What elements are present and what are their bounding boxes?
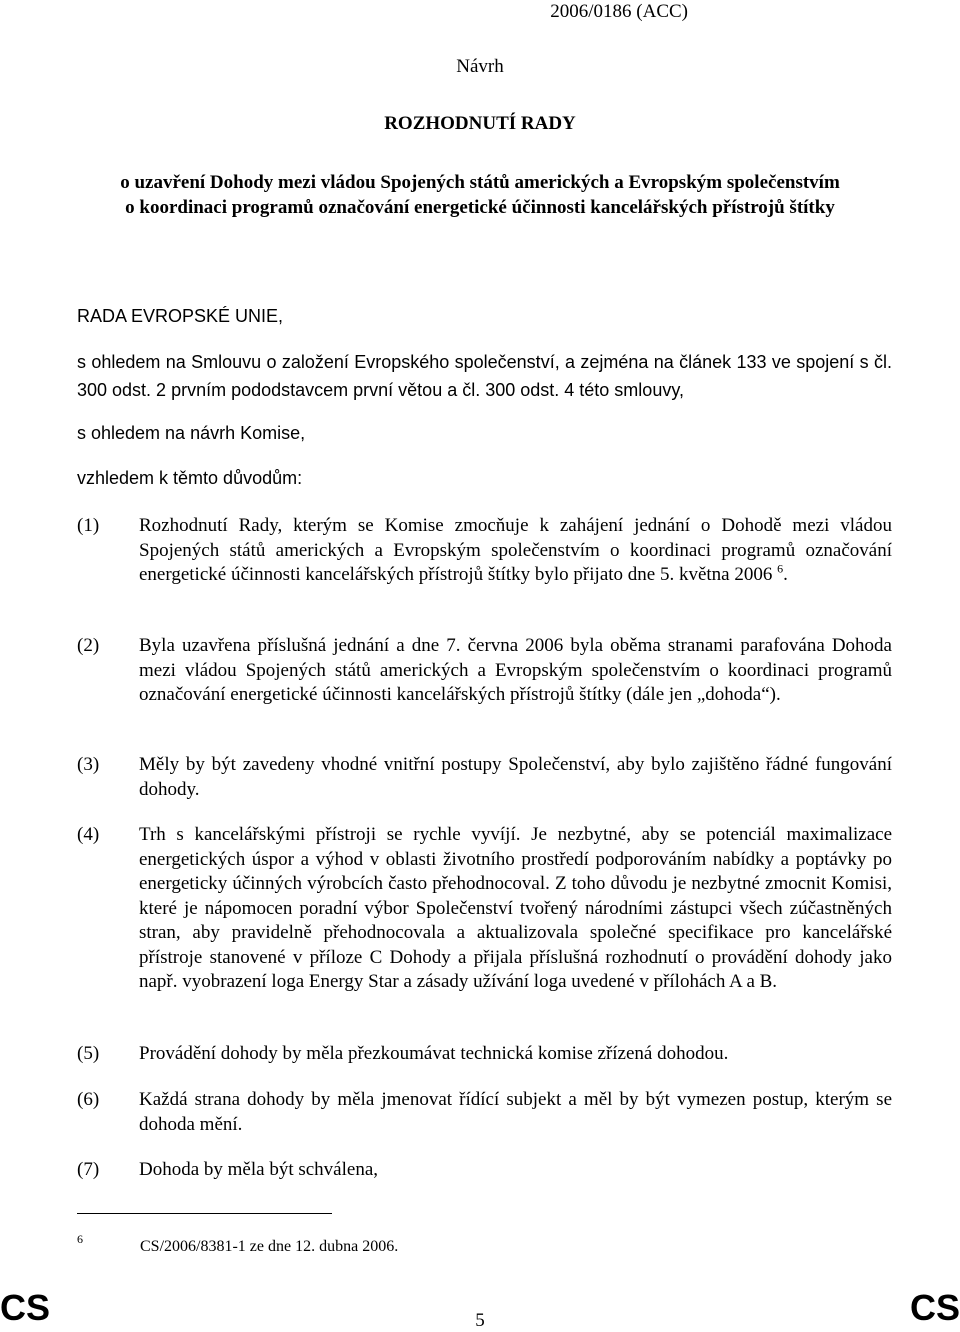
- recital-number: (7): [77, 1159, 100, 1180]
- recital-item: [77, 634, 892, 708]
- recital-text: Provádění dohody by měla přezkoumávat technická komise zřízená dohodou.: [139, 1043, 729, 1064]
- subject-line-1: o uzavření Dohody mezi vládou Spojených států amerických a Evropským společenstvím: [120, 172, 840, 193]
- document-reference: 2006/0186 (ACC): [550, 1, 688, 22]
- recital-treaty: s ohledem na Smlouvu o založení Evropského společenství, a zejména na článek 133 ve spojení s čl. 300 odst. 2 prvním pododstavcem první větou a čl. 300 odst. 4 této smlouvy,: [77, 352, 892, 400]
- footnote-reference: 6: [777, 561, 784, 576]
- document-title: ROZHODNUTÍ RADY: [384, 113, 576, 134]
- recital-number: (2): [77, 635, 100, 656]
- document-subject: [0, 170, 960, 220]
- council-heading: RADA EVROPSKÉ UNIE,: [77, 306, 284, 326]
- recital-text: [139, 514, 892, 588]
- language-code-right: CS: [909, 1287, 960, 1328]
- language-code-left: CS: [0, 1287, 51, 1328]
- recital-text: Dohoda by měla být schválena,: [139, 1159, 379, 1180]
- footnote-separator: [77, 1213, 332, 1214]
- recital-text: Byla uzavřena příslušná jednání a dne 7. června 2006 byla oběma stranami parafována Dohoda mezi vládou Spojených států amerických a Evropským společenstvím o koordinaci programů označování energetické účinnosti kancelářských přístrojů štítky (dále jen „dohoda“).: [139, 635, 892, 705]
- recital-proposal: s ohledem na návrh Komise,: [77, 423, 306, 443]
- subject-line-2: o koordinaci programů označování energetické účinnosti kancelářských přístrojů štítky: [125, 197, 835, 218]
- recital-item: [77, 1158, 892, 1183]
- recital-item: [77, 1088, 892, 1137]
- footnote-text: CS/2006/8381-1 ze dne 12. dubna 2006.: [140, 1238, 399, 1255]
- recital-item: [77, 514, 892, 588]
- recital-text: Každá strana dohody by měla jmenovat řídící subjekt a měl by být vymezen postup, kterým se dohoda mění.: [139, 1089, 892, 1135]
- page-number: 5: [475, 1310, 485, 1331]
- proposal-label: Návrh: [456, 56, 504, 77]
- whereas-intro: vzhledem k těmto důvodům:: [77, 468, 303, 488]
- recital-number: (5): [77, 1043, 100, 1064]
- recital-text-end: .: [783, 564, 788, 585]
- recital-number: (1): [77, 515, 100, 536]
- recital-item: [77, 823, 892, 995]
- recital-item: [77, 1042, 892, 1067]
- recital-number: (4): [77, 824, 100, 845]
- recital-text-main: Rozhodnutí Rady, kterým se Komise zmocňuje k zahájení jednání o Dohodě mezi vládou Spojených států amerických a Evropským společenstvím o koordinaci programů označování energetické účinnosti kancelářských přístrojů štítky bylo přijato dne 5. května 2006: [139, 515, 892, 585]
- recital-number: (3): [77, 754, 100, 775]
- recital-item: [77, 753, 892, 802]
- recital-text: Trh s kancelářskými přístroji se rychle vyvíjí. Je nezbytné, aby se potenciál maximalizace energetických úspor a výhod v oblasti životního prostředí podporováním nabídky a poptávky po energeticky účinných výrobcích často přehodnocoval. Z toho důvodu je nezbytné zmocnit Komisi, které je nápomocen poradní výbor Společenství tvořený národními zástupci všech zúčastněných stran, aby pravidelně přehodnocovala a aktualizovala společné specifikace pro kancelářské přístroje stanovené v příloze C Dohody a přijala příslušná rozhodnutí o provádění dohody jako např. vyobrazení loga Energy Star a zásady užívání loga uvedené v přílohách A a B.: [139, 824, 892, 992]
- footnote-number: 6: [77, 1232, 83, 1246]
- recital-number: (6): [77, 1089, 100, 1110]
- recital-text: Měly by být zavedeny vhodné vnitřní postupy Společenství, aby bylo zajištěno řádné fungování dohody.: [139, 754, 892, 800]
